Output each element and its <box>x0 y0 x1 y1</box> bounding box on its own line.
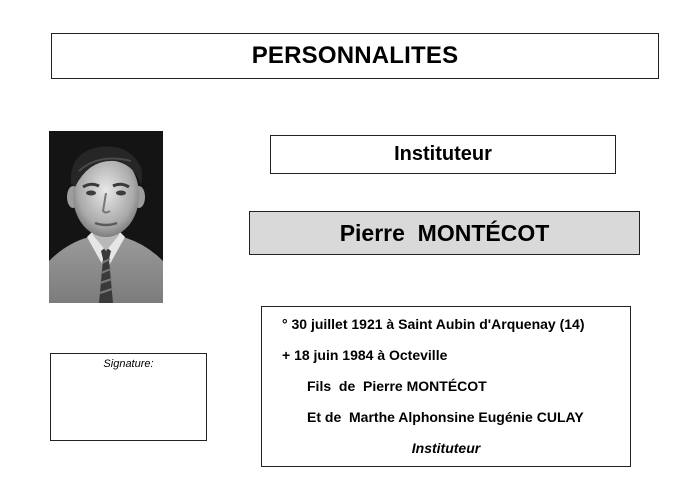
signature-label: Signature: <box>103 358 154 370</box>
role-box <box>270 135 616 174</box>
name-box <box>249 211 640 255</box>
mother-line: Et de Marthe Alphonsine Eugénie CULAY <box>307 409 584 425</box>
signature-box <box>50 353 207 441</box>
death-line: + 18 juin 1984 à Octeville <box>282 347 448 363</box>
birth-line: ° 30 juillet 1921 à Saint Aubin d'Arquenay (14) <box>282 316 585 332</box>
father-line: Fils de Pierre MONTÉCOT <box>307 378 487 394</box>
profession-line: Instituteur <box>411 440 481 456</box>
person-name: Pierre MONTÉCOT <box>339 219 550 246</box>
role-title: Instituteur <box>394 143 492 165</box>
portrait-photo <box>49 131 163 303</box>
biography-box <box>261 306 631 467</box>
page-title: PERSONNALITES <box>251 42 459 69</box>
page-header <box>51 33 659 79</box>
